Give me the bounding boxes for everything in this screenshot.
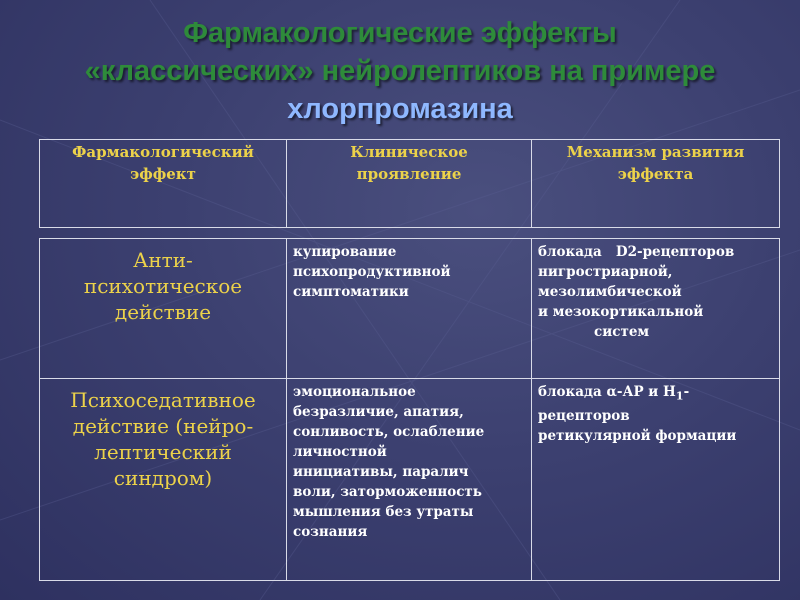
effect-cell [40, 239, 287, 379]
header-effect-line-1: Фармакологический [72, 143, 254, 161]
header-mechanism-line-2: эффекта [617, 165, 694, 183]
manifestation-line: эмоциональное [293, 384, 416, 400]
header-cell-effect [40, 140, 287, 228]
manifestation-line: психопродуктивной [293, 264, 451, 280]
manifestation-line: воли, заторможенность [293, 484, 482, 500]
effect-line: лептический [94, 440, 232, 464]
effect-line: психотическое [83, 274, 243, 298]
header-table [39, 139, 780, 228]
mechanism-line: мезолимбической [538, 284, 682, 300]
mechanism-line [538, 382, 773, 406]
effect-cell [40, 379, 287, 581]
effect-line: синдром) [113, 466, 213, 490]
mechanism-text: - [683, 384, 690, 400]
manifestation-cell [287, 239, 532, 379]
effect-line: Психоседативное [70, 388, 256, 412]
manifestation-line: мышления без утраты [293, 504, 474, 520]
title-line-1: Фармакологические эффекты [183, 17, 617, 49]
table-row [40, 239, 780, 379]
mechanism-cell [532, 239, 780, 379]
header-manifestation-line-1: Клиническое [350, 143, 468, 161]
effects-table [39, 238, 780, 581]
header-manifestation-line-2: проявление [356, 165, 462, 183]
manifestation-line: сонливость, ослабление [293, 424, 485, 440]
mechanism-line: ретикулярной формации [538, 427, 737, 444]
effect-line: Анти- [133, 248, 193, 272]
manifestation-line: безразличие, апатия, [293, 404, 464, 420]
effect-line: действие (нейро- [72, 414, 254, 438]
manifestation-line: инициативы, паралич [293, 464, 469, 480]
subscript: 1 [675, 388, 684, 403]
manifestation-cell [287, 379, 532, 581]
mechanism-line: и мезокортикальной [538, 304, 704, 320]
manifestation-line: купирование [293, 244, 397, 260]
header-effect-line-2: эффект [130, 165, 196, 183]
header-cell-mechanism [532, 140, 780, 228]
manifestation-line: симптоматики [293, 284, 409, 300]
mechanism-line: блокада D2-рецепторов [538, 244, 735, 260]
title-line-3: хлорпромазина [287, 93, 513, 125]
title-line-2: «классических» нейролептиков на примере [84, 55, 716, 87]
header-cell-manifestation [287, 140, 532, 228]
mechanism-line: нигростриарной, [538, 264, 673, 280]
manifestation-line: сознания [293, 524, 368, 540]
mechanism-line: рецепторов [538, 407, 630, 424]
mechanism-cell [532, 379, 780, 581]
header-mechanism-line-1: Механизм развития [566, 143, 745, 161]
effect-line: действие [114, 300, 212, 324]
slide-title [0, 14, 800, 128]
manifestation-line: личностной [293, 444, 387, 460]
mechanism-line: систем [594, 324, 650, 340]
mechanism-text: блокада α-АР и Н [538, 384, 676, 400]
table-row [40, 379, 780, 581]
